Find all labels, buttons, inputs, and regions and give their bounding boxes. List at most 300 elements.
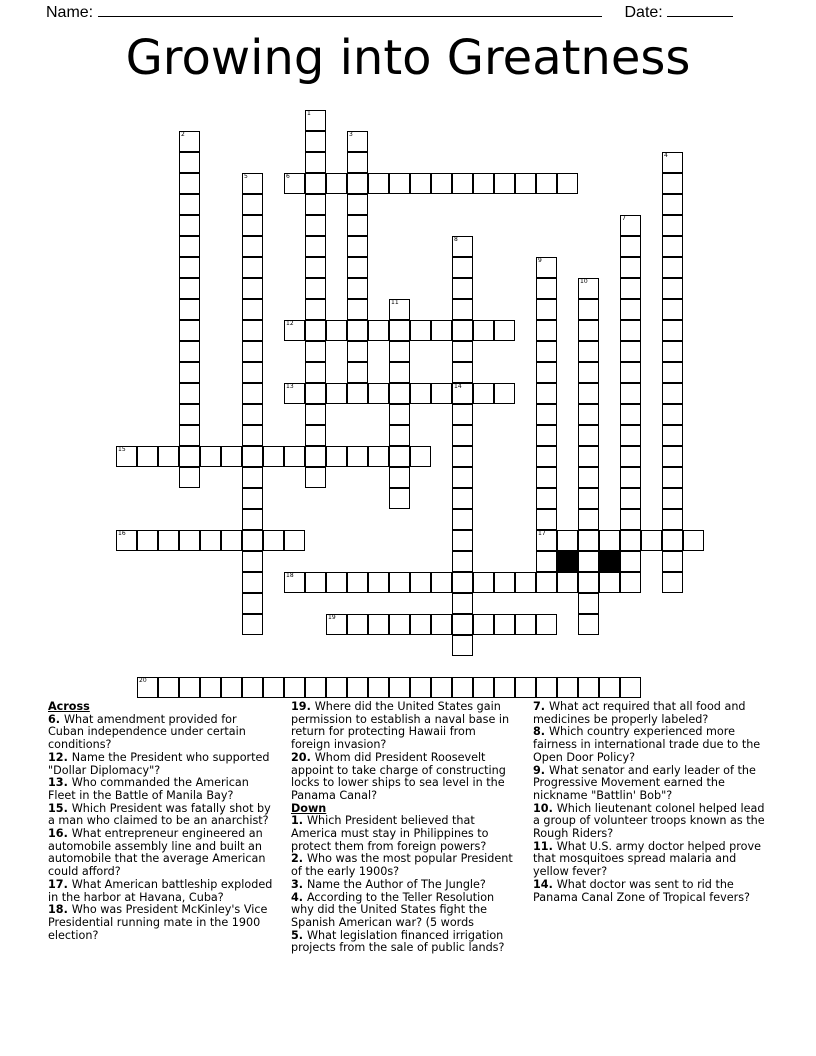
grid-cell[interactable] (305, 215, 326, 236)
grid-cell[interactable] (326, 383, 347, 404)
grid-cell[interactable] (536, 488, 557, 509)
grid-cell[interactable] (662, 278, 683, 299)
grid-cell[interactable] (452, 320, 473, 341)
grid-cell[interactable] (389, 677, 410, 698)
grid-cell[interactable] (179, 152, 200, 173)
grid-cell[interactable] (578, 593, 599, 614)
grid-cell[interactable] (536, 299, 557, 320)
grid-cell[interactable] (305, 383, 326, 404)
grid-cell[interactable] (536, 467, 557, 488)
grid-cell[interactable] (179, 236, 200, 257)
grid-cell[interactable] (347, 299, 368, 320)
grid-cell[interactable] (347, 446, 368, 467)
down-clue (533, 841, 769, 879)
across-clue (291, 701, 517, 752)
grid-cell[interactable] (389, 383, 410, 404)
grid-cell[interactable] (452, 404, 473, 425)
grid-cell[interactable] (620, 341, 641, 362)
grid-cell[interactable] (179, 425, 200, 446)
grid-cell[interactable] (683, 530, 704, 551)
grid-cell[interactable] (242, 614, 263, 635)
grid-cell[interactable] (452, 488, 473, 509)
clue-label: 7. (533, 700, 549, 713)
grid-cell[interactable] (662, 173, 683, 194)
grid-cell[interactable] (368, 677, 389, 698)
grid-cell[interactable] (620, 425, 641, 446)
grid-cell[interactable] (662, 320, 683, 341)
grid-cell[interactable] (578, 572, 599, 593)
grid-cell[interactable] (242, 320, 263, 341)
grid-cell[interactable] (242, 467, 263, 488)
grid-cell[interactable] (137, 530, 158, 551)
clue-label: 2. (291, 852, 307, 866)
grid-cell[interactable] (305, 173, 326, 194)
grid-cell[interactable] (347, 614, 368, 635)
grid-cell[interactable] (536, 614, 557, 635)
grid-cell[interactable] (305, 110, 326, 131)
grid-cell[interactable] (431, 173, 452, 194)
grid-cell[interactable] (179, 446, 200, 467)
grid-cell[interactable] (179, 299, 200, 320)
grid-cell[interactable] (347, 320, 368, 341)
grid-cell[interactable] (473, 677, 494, 698)
grid-cell[interactable] (662, 152, 683, 173)
grid-cell[interactable] (326, 173, 347, 194)
grid-cell[interactable] (620, 278, 641, 299)
clue-label: 20. (291, 750, 315, 764)
grid-cell[interactable] (536, 425, 557, 446)
grid-cell[interactable] (305, 278, 326, 299)
grid-cell[interactable] (578, 425, 599, 446)
grid-cell[interactable] (347, 572, 368, 593)
grid-cell[interactable] (347, 341, 368, 362)
grid-cell[interactable] (305, 341, 326, 362)
grid-cell[interactable] (347, 194, 368, 215)
grid-cell[interactable] (557, 572, 578, 593)
grid-cell[interactable] (242, 488, 263, 509)
grid-cell[interactable] (179, 194, 200, 215)
grid-cell[interactable] (179, 278, 200, 299)
grid-cell[interactable] (242, 551, 263, 572)
grid-cell[interactable] (305, 194, 326, 215)
grid-cell[interactable] (116, 530, 137, 551)
grid-cell[interactable] (515, 572, 536, 593)
grid-cell[interactable] (410, 320, 431, 341)
grid-cell[interactable] (305, 446, 326, 467)
grid-cell[interactable] (473, 614, 494, 635)
grid-cell[interactable] (662, 572, 683, 593)
grid-cell[interactable] (662, 530, 683, 551)
down-clue (291, 815, 517, 853)
clue-text: What amendment provided for Cuban independence under certain conditions? (48, 712, 246, 752)
grid-cell[interactable] (305, 299, 326, 320)
grid-cell[interactable] (242, 677, 263, 698)
down-clue (533, 765, 769, 803)
grid-cell[interactable] (620, 257, 641, 278)
grid-cell[interactable] (179, 467, 200, 488)
grid-cell[interactable] (158, 446, 179, 467)
grid-cell[interactable] (536, 677, 557, 698)
grid-cell[interactable] (641, 530, 662, 551)
grid-cell[interactable] (347, 257, 368, 278)
grid-cell[interactable] (347, 278, 368, 299)
grid-cell[interactable] (452, 341, 473, 362)
grid-cell[interactable] (221, 677, 242, 698)
grid-cell[interactable] (662, 383, 683, 404)
grid-cell[interactable] (578, 404, 599, 425)
grid-cell[interactable] (347, 362, 368, 383)
grid-cell[interactable] (578, 530, 599, 551)
grid-cell[interactable] (557, 677, 578, 698)
clue-text: What act required that all food and medicines be properly labeled? (533, 700, 746, 726)
grid-cell[interactable] (536, 530, 557, 551)
grid-cell[interactable] (347, 383, 368, 404)
grid-cell[interactable] (557, 173, 578, 194)
grid-cell[interactable] (242, 341, 263, 362)
grid-cell[interactable] (305, 320, 326, 341)
across-clue (48, 828, 276, 879)
grid-cell[interactable] (242, 593, 263, 614)
grid-cell[interactable] (137, 677, 158, 698)
grid-cell[interactable] (389, 488, 410, 509)
grid-cell[interactable] (242, 278, 263, 299)
grid-cell[interactable] (620, 488, 641, 509)
grid-cell[interactable] (473, 383, 494, 404)
grid-cell[interactable] (347, 215, 368, 236)
grid-cell[interactable] (494, 383, 515, 404)
grid-cell[interactable] (242, 446, 263, 467)
grid-cell[interactable] (452, 635, 473, 656)
clue-text: What U.S. army doctor helped prove that mosquitoes spread malaria and yellow fever? (533, 839, 761, 879)
grid-cell[interactable] (179, 677, 200, 698)
grid-cell[interactable] (242, 530, 263, 551)
grid-cell[interactable] (599, 530, 620, 551)
grid-cell[interactable] (473, 320, 494, 341)
grid-cell[interactable] (620, 404, 641, 425)
grid-cell[interactable] (368, 572, 389, 593)
grid-cell[interactable] (578, 614, 599, 635)
grid-cell[interactable] (284, 383, 305, 404)
grid-cell[interactable] (179, 173, 200, 194)
grid-cell[interactable] (536, 404, 557, 425)
grid-cell[interactable] (263, 530, 284, 551)
grid-cell[interactable] (242, 404, 263, 425)
grid-cell[interactable] (137, 446, 158, 467)
grid-cell[interactable] (662, 467, 683, 488)
grid-cell[interactable] (368, 446, 389, 467)
grid-cell[interactable] (494, 572, 515, 593)
grid-cell[interactable] (242, 236, 263, 257)
grid-cell[interactable] (431, 320, 452, 341)
grid-cell[interactable] (242, 257, 263, 278)
grid-cell[interactable] (536, 173, 557, 194)
grid-cell[interactable] (452, 236, 473, 257)
grid-cell[interactable] (326, 320, 347, 341)
grid-cell[interactable] (452, 383, 473, 404)
grid-cell[interactable] (662, 488, 683, 509)
grid-cell[interactable] (242, 572, 263, 593)
grid-cell[interactable] (473, 173, 494, 194)
grid-cell[interactable] (494, 614, 515, 635)
grid-cell[interactable] (620, 467, 641, 488)
grid-cell[interactable] (221, 446, 242, 467)
grid-cell[interactable] (305, 467, 326, 488)
grid-cell[interactable] (389, 404, 410, 425)
grid-cell[interactable] (305, 236, 326, 257)
grid-cell[interactable] (200, 530, 221, 551)
grid-cell[interactable] (452, 446, 473, 467)
grid-cell[interactable] (200, 677, 221, 698)
grid-cell[interactable] (452, 467, 473, 488)
grid-cell[interactable] (536, 551, 557, 572)
grid-cell[interactable] (305, 404, 326, 425)
clue-text: Which country experienced more fairness in international trade due to the Open Door Policy? (533, 725, 761, 764)
grid-cell[interactable] (242, 299, 263, 320)
grid-cell[interactable] (389, 467, 410, 488)
grid-cell[interactable] (263, 446, 284, 467)
grid-cell[interactable] (536, 383, 557, 404)
grid-cell[interactable] (368, 173, 389, 194)
grid-cell[interactable] (599, 572, 620, 593)
grid-cell[interactable] (389, 362, 410, 383)
grid-cell[interactable] (347, 173, 368, 194)
grid-cell[interactable] (410, 173, 431, 194)
grid-cell[interactable] (284, 530, 305, 551)
grid-cell[interactable] (620, 677, 641, 698)
grid-cell[interactable] (431, 572, 452, 593)
grid-cell[interactable] (452, 299, 473, 320)
clue-text: What senator and early leader of the Progressive Movement earned the nickname "Battlin' Bob"? (533, 763, 756, 802)
clue-text: Where did the United States gain permission to establish a naval base in return for protecting Hawaii from foreign invasion? (291, 700, 510, 752)
grid-cell[interactable] (242, 173, 263, 194)
clue-label: 3. (291, 877, 307, 891)
down-clue (533, 726, 769, 764)
grid-cell[interactable] (620, 236, 641, 257)
grid-cell[interactable] (452, 551, 473, 572)
grid-cell[interactable] (452, 173, 473, 194)
grid-cell[interactable] (620, 530, 641, 551)
grid-cell[interactable] (473, 572, 494, 593)
clue-label: 9. (533, 763, 549, 777)
grid-cell[interactable] (452, 572, 473, 593)
grid-cell[interactable] (620, 362, 641, 383)
grid-cell[interactable] (494, 173, 515, 194)
clue-number: 4 (664, 152, 668, 159)
grid-cell[interactable] (599, 677, 620, 698)
grid-cell[interactable] (452, 677, 473, 698)
grid-cell[interactable] (242, 194, 263, 215)
grid-cell[interactable] (326, 446, 347, 467)
grid-cell[interactable] (368, 383, 389, 404)
grid-cell[interactable] (578, 488, 599, 509)
grid-cell[interactable] (620, 509, 641, 530)
clue-label: 15. (48, 801, 72, 815)
grid-cell[interactable] (305, 131, 326, 152)
grid-cell[interactable] (431, 614, 452, 635)
grid-cell[interactable] (389, 446, 410, 467)
grid-cell[interactable] (326, 677, 347, 698)
grid-cell[interactable] (284, 677, 305, 698)
grid-cell[interactable] (662, 551, 683, 572)
grid-cell[interactable] (515, 614, 536, 635)
grid-cell[interactable] (662, 341, 683, 362)
grid-cell[interactable] (578, 383, 599, 404)
grid-cell[interactable] (242, 362, 263, 383)
across-clue (48, 803, 276, 828)
grid-cell[interactable] (179, 257, 200, 278)
grid-cell[interactable] (305, 572, 326, 593)
grid-cell[interactable] (389, 614, 410, 635)
grid-cell[interactable] (578, 446, 599, 467)
grid-cell[interactable] (662, 509, 683, 530)
grid-cell[interactable] (431, 677, 452, 698)
clue-column-1 (48, 701, 276, 942)
grid-cell[interactable] (431, 383, 452, 404)
grid-cell[interactable] (662, 236, 683, 257)
grid-cell[interactable] (221, 530, 242, 551)
grid-cell[interactable] (557, 530, 578, 551)
grid-cell[interactable] (179, 131, 200, 152)
grid-cell[interactable] (452, 509, 473, 530)
grid-cell[interactable] (368, 320, 389, 341)
down-clue (533, 803, 769, 841)
grid-cell[interactable] (410, 614, 431, 635)
grid-cell[interactable] (179, 383, 200, 404)
grid-cell[interactable] (536, 446, 557, 467)
grid-cell[interactable] (536, 320, 557, 341)
grid-cell[interactable] (179, 404, 200, 425)
grid-cell[interactable] (305, 425, 326, 446)
clue-text: Which President believed that America must stay in Philippines to protect them from foreign powers? (291, 814, 489, 853)
clue-text: According to the Teller Resolution why did the United States fight the Spanish American war? (5 words (291, 890, 495, 929)
grid-cell[interactable] (662, 362, 683, 383)
grid-cell[interactable] (452, 362, 473, 383)
grid-cell[interactable] (410, 572, 431, 593)
grid-cell[interactable] (389, 320, 410, 341)
grid-cell[interactable] (536, 341, 557, 362)
grid-cell[interactable] (389, 572, 410, 593)
grid-cell[interactable] (116, 446, 137, 467)
grid-cell[interactable] (620, 446, 641, 467)
down-clue (291, 930, 517, 955)
grid-cell[interactable] (242, 509, 263, 530)
grid-cell[interactable] (242, 215, 263, 236)
grid-cell[interactable] (452, 593, 473, 614)
grid-cell[interactable] (578, 341, 599, 362)
grid-cell[interactable] (536, 362, 557, 383)
grid-cell[interactable] (305, 257, 326, 278)
grid-cell[interactable] (389, 425, 410, 446)
grid-cell[interactable] (620, 383, 641, 404)
clue-text: Who commanded the American Fleet in the Battle of Manila Bay? (48, 776, 249, 802)
grid-cell[interactable] (536, 257, 557, 278)
grid-cell[interactable] (620, 572, 641, 593)
grid-cell[interactable] (263, 677, 284, 698)
grid-cell[interactable] (515, 677, 536, 698)
grid-cell[interactable] (284, 173, 305, 194)
clue-number: 1 (307, 110, 311, 117)
grid-cell[interactable] (179, 320, 200, 341)
grid-cell[interactable] (410, 446, 431, 467)
grid-cell[interactable] (326, 572, 347, 593)
grid-cell[interactable] (620, 551, 641, 572)
grid-cell[interactable] (536, 509, 557, 530)
clue-label: 18. (48, 903, 72, 917)
grid-cell[interactable] (389, 341, 410, 362)
grid-cell[interactable] (284, 572, 305, 593)
grid-cell[interactable] (305, 677, 326, 698)
grid-cell[interactable] (662, 446, 683, 467)
grid-cell[interactable] (662, 404, 683, 425)
grid-cell[interactable] (578, 299, 599, 320)
grid-cell[interactable] (620, 299, 641, 320)
clue-text: Who was President McKinley's Vice Presidential running mate in the 1900 election? (48, 903, 268, 942)
grid-cell[interactable] (179, 530, 200, 551)
grid-cell[interactable] (620, 215, 641, 236)
clue-label: 10. (533, 801, 557, 815)
grid-cell[interactable] (452, 425, 473, 446)
grid-cell[interactable] (452, 257, 473, 278)
grid-cell[interactable] (158, 530, 179, 551)
grid-cell[interactable] (347, 236, 368, 257)
grid-cell[interactable] (389, 173, 410, 194)
grid-cell[interactable] (347, 677, 368, 698)
grid-cell[interactable] (179, 215, 200, 236)
grid-cell[interactable] (452, 614, 473, 635)
grid-cell[interactable] (578, 362, 599, 383)
grid-cell[interactable] (179, 362, 200, 383)
grid-cell[interactable] (515, 173, 536, 194)
grid-cell[interactable] (284, 446, 305, 467)
grid-cell[interactable] (578, 509, 599, 530)
grid-cell[interactable] (578, 320, 599, 341)
grid-cell[interactable] (347, 152, 368, 173)
clue-text: Which lieutenant colonel helped lead a group of volunteer troops known as the Rough Riders? (533, 801, 765, 841)
grid-cell[interactable] (410, 677, 431, 698)
grid-cell[interactable] (536, 278, 557, 299)
grid-cell[interactable] (452, 278, 473, 299)
grid-cell[interactable] (662, 299, 683, 320)
grid-cell[interactable] (620, 320, 641, 341)
grid-cell[interactable] (242, 383, 263, 404)
grid-cell[interactable] (578, 467, 599, 488)
grid-cell[interactable] (242, 425, 263, 446)
grid-cell[interactable] (326, 614, 347, 635)
grid-cell[interactable] (347, 131, 368, 152)
grid-cell[interactable] (389, 299, 410, 320)
grid-cell[interactable] (578, 551, 599, 572)
grid-cell[interactable] (662, 257, 683, 278)
grid-cell[interactable] (662, 215, 683, 236)
grid-cell[interactable] (536, 572, 557, 593)
grid-cell[interactable] (305, 362, 326, 383)
grid-cell[interactable] (452, 530, 473, 551)
grid-cell[interactable] (410, 383, 431, 404)
grid-cell[interactable] (662, 425, 683, 446)
grid-cell[interactable] (200, 446, 221, 467)
grid-cell[interactable] (305, 152, 326, 173)
grid-cell[interactable] (662, 194, 683, 215)
grid-cell[interactable] (494, 677, 515, 698)
grid-cell[interactable] (578, 278, 599, 299)
grid-cell[interactable] (179, 341, 200, 362)
grid-cell[interactable] (368, 614, 389, 635)
grid-cell[interactable] (158, 677, 179, 698)
grid-cell[interactable] (284, 320, 305, 341)
grid-cell[interactable] (494, 320, 515, 341)
grid-cell[interactable] (578, 677, 599, 698)
clue-label: 5. (291, 928, 307, 942)
